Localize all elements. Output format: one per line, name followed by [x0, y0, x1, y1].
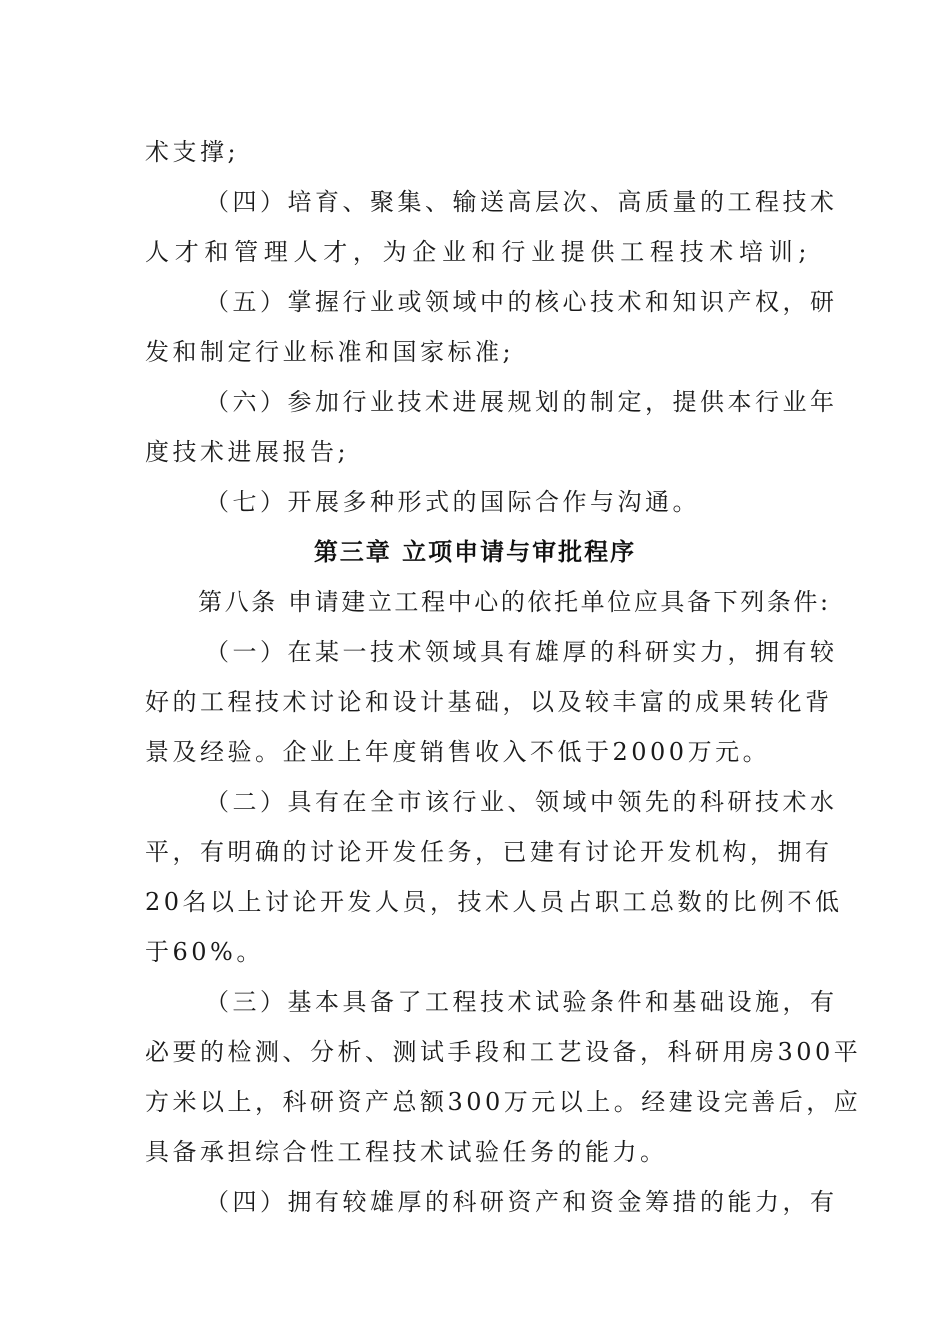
paragraph-line: （六）参加行业技术进展规划的制定，提供本行业年 [205, 388, 838, 416]
paragraph-line: 平，有明确的讨论开发任务，已建有讨论开发机构，拥有 [145, 838, 833, 866]
paragraph-line: （三）基本具备了工程技术试验条件和基础设施，有 [205, 988, 838, 1016]
paragraph-line: 度技术进展报告; [145, 438, 350, 466]
paragraph-line: 20名以上讨论开发人员，技术人员占职工总数的比例不低 [145, 888, 843, 916]
paragraph-line: 术支撑; [145, 138, 240, 166]
paragraph-line: （四）培育、聚集、输送高层次、高质量的工程技术 [205, 188, 838, 216]
paragraph-line: （四）拥有较雄厚的科研资产和资金筹措的能力，有 [205, 1188, 838, 1216]
paragraph-line: 发和制定行业标准和国家标准; [145, 338, 515, 366]
chapter-heading: 第三章 立项申请与审批程序 [313, 537, 637, 566]
paragraph-line: 具备承担综合性工程技术试验任务的能力。 [145, 1138, 668, 1166]
paragraph-line: 人才和管理人才，为企业和行业提供工程技术培训; [145, 238, 810, 266]
paragraph-line: （五）掌握行业或领域中的核心技术和知识产权，研 [205, 288, 838, 316]
paragraph-line: 必要的检测、分析、测试手段和工艺设备，科研用房300平 [145, 1038, 862, 1066]
paragraph-line: （二）具有在全市该行业、领域中领先的科研技术水 [205, 788, 838, 816]
paragraph-line: （一）在某一技术领域具有雄厚的科研实力，拥有较 [205, 638, 838, 666]
article-heading-line: 第八条 申请建立工程中心的依托单位应具备下列条件: [198, 588, 831, 616]
paragraph-line: 方米以上，科研资产总额300万元以上。经建设完善后，应 [145, 1088, 862, 1116]
paragraph-line: 景及经验。企业上年度销售收入不低于2000万元。 [145, 738, 771, 766]
paragraph-line: （七）开展多种形式的国际合作与沟通。 [205, 488, 700, 516]
paragraph-line: 好的工程技术讨论和设计基础，以及较丰富的成果转化背 [145, 688, 833, 716]
paragraph-line: 于60%。 [145, 938, 264, 966]
